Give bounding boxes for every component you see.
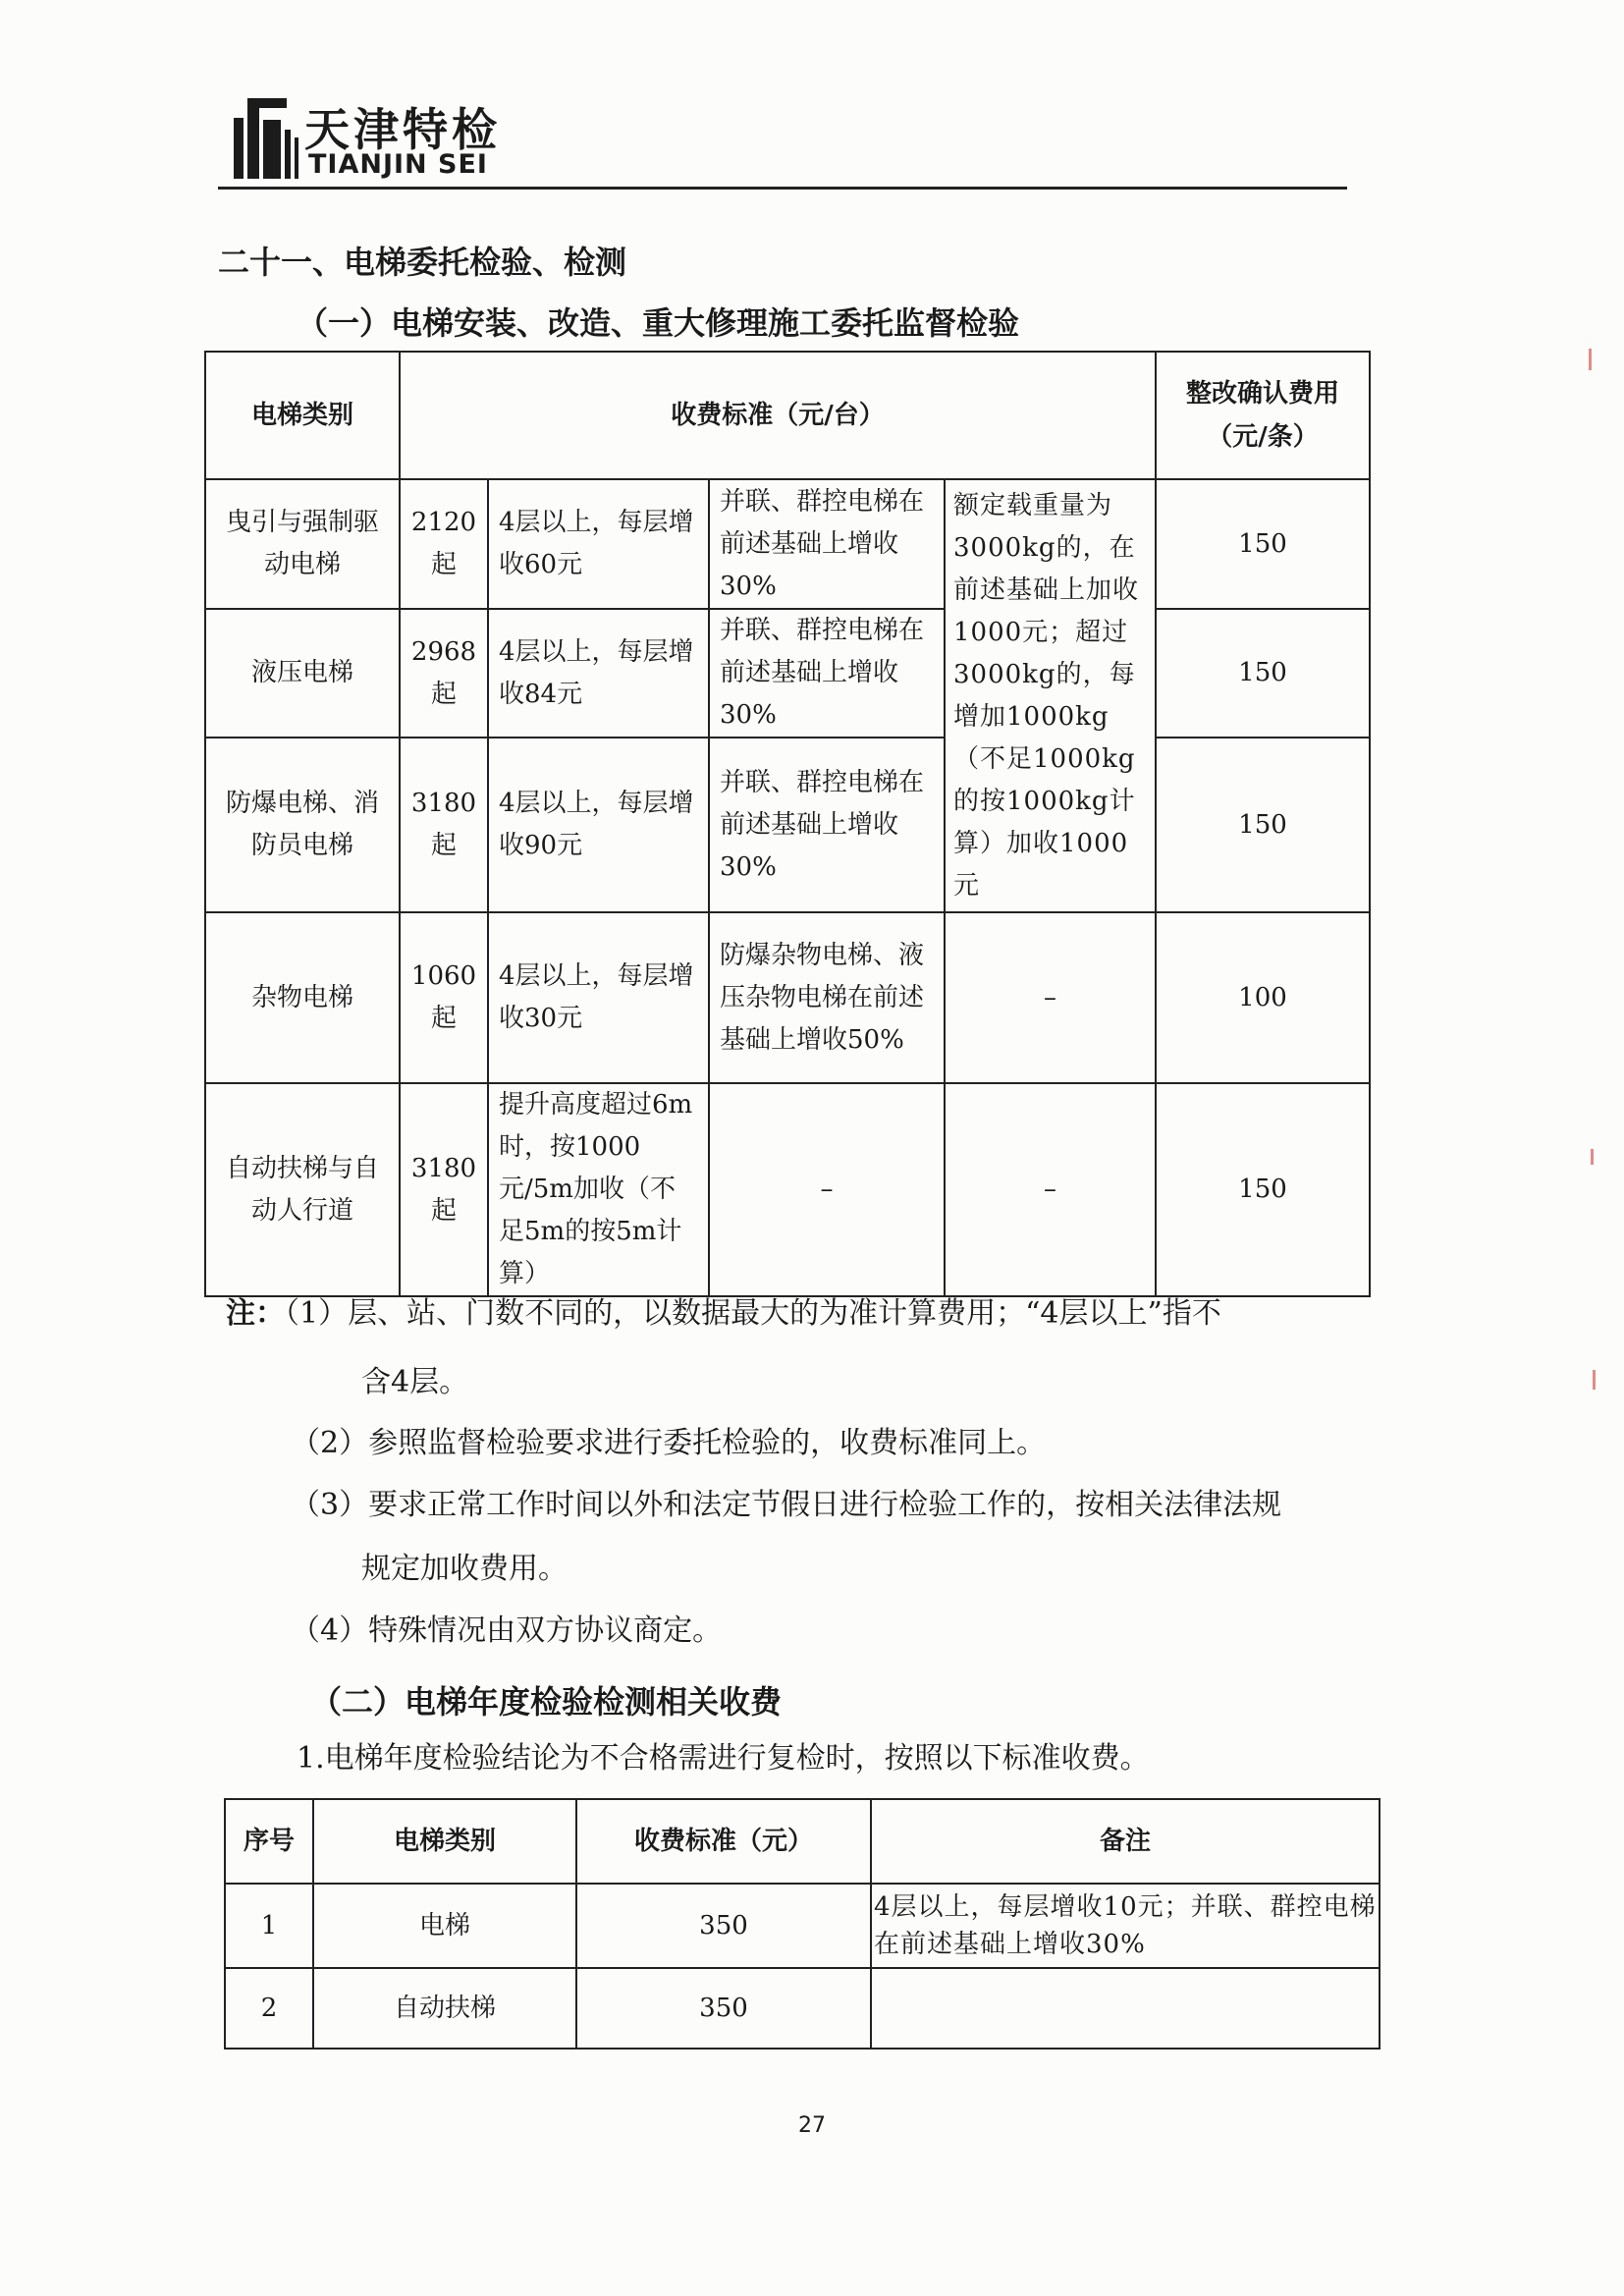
header-remark: 备注 [871, 1799, 1380, 1884]
cell-floor: 4层以上，每层增收84元 [488, 609, 709, 738]
header-rectify: 整改确认费用（元/条） [1156, 352, 1370, 479]
table-row [205, 609, 1370, 738]
cell-rectify: 150 [1156, 738, 1370, 912]
cell-type: 防爆电梯、消防员电梯 [205, 738, 400, 912]
cell-group: 并联、群控电梯在前述基础上增收30% [709, 479, 945, 609]
cell-extra: – [945, 912, 1156, 1083]
table-row [205, 1083, 1370, 1296]
cell-floor: 4层以上，每层增收60元 [488, 479, 709, 609]
cell-fee: 350 [576, 1884, 871, 1968]
cell-type: 曳引与强制驱动电梯 [205, 479, 400, 609]
header-fee: 收费标准（元） [576, 1799, 871, 1884]
section-title: 二十一、电梯委托检验、检测 [218, 244, 627, 281]
cell-no: 1 [225, 1884, 313, 1968]
note-1 [226, 1294, 1221, 1334]
cell-type: 电梯 [313, 1884, 576, 1968]
cell-group: 并联、群控电梯在前述基础上增收30% [709, 738, 945, 912]
cell-type: 自动扶梯 [313, 1968, 576, 2049]
table-row [225, 1968, 1380, 2049]
cell-base: 3180起 [400, 738, 488, 912]
cell-type: 自动扶梯与自动人行道 [205, 1083, 400, 1296]
cell-shared-note: 额定载重量为3000kg的，在前述基础上加收1000元；超过3000kg的，每增加1000kg（不足1000kg的按1000kg计算）加收1000元 [945, 479, 1156, 912]
header [218, 84, 1347, 192]
cell-remark [871, 1968, 1380, 2049]
cell-floor: 4层以上，每层增收30元 [488, 912, 709, 1083]
note-1-text: （1）层、站、门数不同的，以数据最大的为准计算费用；“4层以上”指不 [285, 1296, 1221, 1331]
scan-mark [1591, 1149, 1594, 1165]
table-header-row [205, 352, 1370, 479]
note-1-continued: 含4层。 [361, 1365, 469, 1399]
header-divider [218, 187, 1347, 190]
part2-intro: 1.电梯年度检验结论为不合格需进行复检时，按照以下标准收费。 [297, 1741, 1150, 1776]
header-standard: 收费标准（元/台） [400, 352, 1156, 479]
cell-base: 1060起 [400, 912, 488, 1083]
table-row [205, 912, 1370, 1083]
scan-mark [1593, 1370, 1596, 1390]
note-3-continued: 规定加收费用。 [361, 1552, 568, 1586]
part1-title: （一）电梯安装、改造、重大修理施工委托监督检验 [297, 304, 1020, 342]
logo-chinese-text: 天津特检 [304, 103, 501, 156]
note-3: （3）要求正常工作时间以外和法定节假日进行检验工作的，按相关法律法规 [291, 1488, 1282, 1522]
note-2: （2）参照监督检验要求进行委托检验的，收费标准同上。 [291, 1426, 1047, 1460]
cell-group: 防爆杂物电梯、液压杂物电梯在前述基础上增收50% [709, 912, 945, 1083]
cell-floor: 4层以上，每层增收90元 [488, 738, 709, 912]
cell-group: 并联、群控电梯在前述基础上增收30% [709, 609, 945, 738]
note-label: 注： [226, 1296, 285, 1331]
cell-rectify: 150 [1156, 479, 1370, 609]
logo-english-text: TIANJIN SEI [308, 149, 488, 180]
cell-base: 3180起 [400, 1083, 488, 1296]
cell-rectify: 150 [1156, 1083, 1370, 1296]
tianjin-sei-logo-icon [226, 90, 310, 185]
cell-base: 2120起 [400, 479, 488, 609]
table-row [205, 479, 1370, 609]
cell-extra: – [945, 1083, 1156, 1296]
scan-mark [1589, 349, 1592, 370]
header-type: 电梯类别 [313, 1799, 576, 1884]
recheck-fee-table [224, 1798, 1380, 2050]
supervision-fee-table [204, 351, 1371, 1297]
cell-remark: 4层以上，每层增收10元；并联、群控电梯在前述基础上增收30% [871, 1884, 1380, 1968]
table-header-row [225, 1799, 1380, 1884]
cell-type: 杂物电梯 [205, 912, 400, 1083]
cell-type: 液压电梯 [205, 609, 400, 738]
table-row [225, 1884, 1380, 1968]
note-4: （4）特殊情况由双方协议商定。 [291, 1613, 723, 1648]
cell-rectify: 150 [1156, 609, 1370, 738]
cell-base: 2968起 [400, 609, 488, 738]
cell-no: 2 [225, 1968, 313, 2049]
part2-title: （二）电梯年度检验检测相关收费 [310, 1683, 783, 1721]
cell-rectify: 100 [1156, 912, 1370, 1083]
page-number: 27 [798, 2113, 826, 2138]
cell-group: – [709, 1083, 945, 1296]
cell-floor: 提升高度超过6m时，按1000元/5m加收（不足5m的按5m计算） [488, 1083, 709, 1296]
cell-fee: 350 [576, 1968, 871, 2049]
table-row [205, 738, 1370, 912]
header-no: 序号 [225, 1799, 313, 1884]
header-type: 电梯类别 [205, 352, 400, 479]
